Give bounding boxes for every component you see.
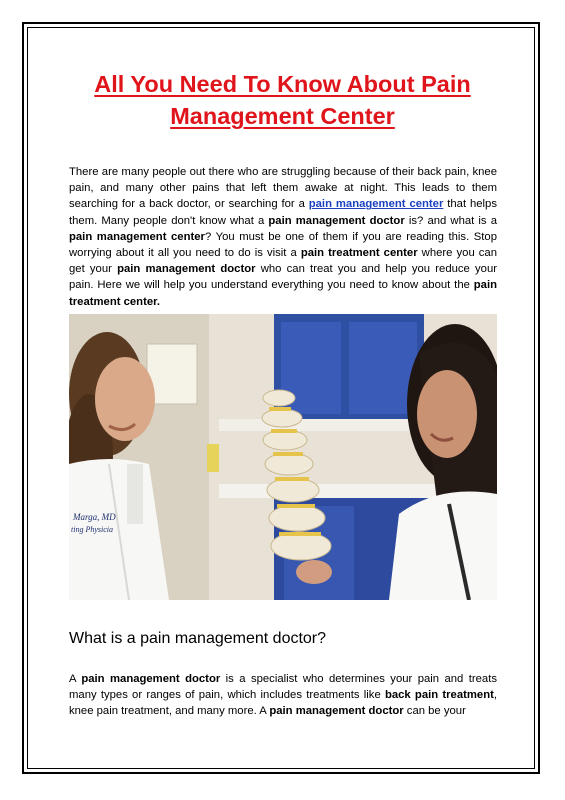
text-run: that helps them. Many people don't know what a [69, 198, 497, 227]
photo-badge-name: Marga, MD [73, 512, 116, 522]
text-run: who can treat you and help you reduce your pain. Here we will help you understand everything you need to know about the [69, 263, 497, 292]
text-run: can be your [403, 705, 466, 718]
bold-term: pain treatment center. [69, 279, 497, 308]
text-run: is a specialist who determines your pain and treats many types or ranges of pain, which includes treatments like [69, 673, 497, 702]
text-run: is? and what is a [404, 214, 497, 227]
bold-term: pain management doctor [268, 214, 405, 227]
bold-term: pain treatment center [300, 247, 418, 260]
bold-term: pain management doctor [81, 673, 221, 685]
text-run: There are many people out there who are struggling because of their back pain, knee pain, and many other pains that left them awake at night. This leads to them searching for a back doctor, or searching for a [69, 166, 497, 211]
bold-term: back pain treatment [384, 689, 494, 702]
bold-term: pain management center [69, 230, 205, 243]
bold-term: pain management doctor [117, 263, 256, 276]
intro-paragraph [69, 164, 497, 310]
doctors-with-spine-model-photo [69, 314, 497, 600]
page-title: All You Need To Know About Pain Management Center [94, 71, 471, 129]
text-run: where you can get your [69, 247, 497, 276]
text-run: ? You must be one of them if you are reading this. Stop worrying about it all you need to do is visit a [69, 230, 498, 260]
text-run: , knee pain treatment, and many more. A [69, 689, 497, 718]
section-body-paragraph [69, 671, 497, 720]
bold-term: pain management doctor [269, 705, 404, 718]
text-run: A [69, 673, 82, 685]
photo-badge-role: ting Physicia [71, 525, 113, 534]
pain-management-center-link[interactable]: pain management center [308, 198, 444, 211]
section-heading: What is a pain management doctor? [69, 630, 327, 647]
